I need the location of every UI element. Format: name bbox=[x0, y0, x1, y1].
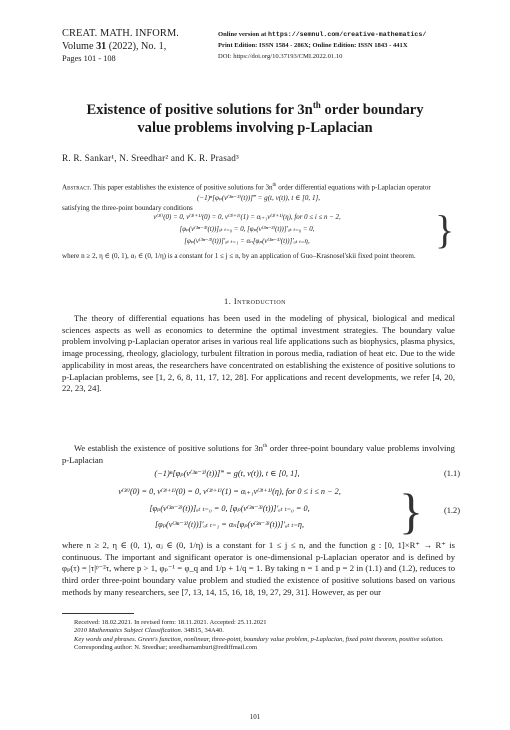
abstract: Abstract. This paper establishes the existence of positive solutions for $3n^{th}$ order differential equations with p-Laplacian operator (−1)ⁿ[φₚ(v⁽³ⁿ⁻³⁾(t))]‴ = g(t, v(t)), t ∈ [0, 1], satisfying the three-point boundary conditions v⁽³ⁱ⁾(0) = 0, v⁽³ⁱ⁺¹⁾(0) = 0, v⁽³ⁱ⁺¹⁾(1) = αᵢ₊₁v⁽³ⁱ⁺¹⁾(η), for 0 ≤ i ≤ n − 2, [φₚ(v⁽³ⁿ⁻³⁾(t))]ₐₜ ₜ₌₀ = 0, [φₚ(v⁽³ⁿ⁻³⁾(t))]′ₐₜ ₜ₌₀ = 0, [φₚ(v⁽³ⁿ⁻³⁾(t))]′ₐₜ ₜ₌₁ = αₙ[φₚ(v⁽³ⁿ⁻³⁾(t))]′ₐₜ ₜ₌η, } where n ≥ 2, η ∈ (0, 1), αⱼ ∈ (0, 1/η) is a constant for 1 ≤ j ≤ n, by an application of Guo–Krasnosel'skii fixed point theorem. bbox=[62, 183, 455, 260]
intro-paragraph-1: The theory of differential equations has been used in the modeling of physical, biological and medical sciences aspects as well as economics to determine the optimal investment strategies. The boundary value problem involving p-Laplacian operator arises in various real life applications such as biophysics, plasma physics, image processing, rheology, glaciology, turbulent filtration in porous media, radiation of heat etc. Due to the wide applicability in most areas, the researchers have concentrated on establishing the existence of positive solutions to p-Laplacian problems, see [1, 2, 6, 8, 11, 17, 12, 28]. For applications and recent developments, we refer [4, 20, 22, 23, 24]. bbox=[62, 313, 455, 394]
abstract-label: Abstract. bbox=[62, 183, 92, 192]
keywords: Key words and phrases. Green's function, nonlinear, three-point, boundary value problem, p-Laplacian, fixed point theorem, positive solution. bbox=[74, 635, 444, 643]
authors: R. R. Sankar¹, N. Sreedhar² and K. R. Prasad³ bbox=[62, 153, 239, 163]
equation-1-2-number: (1.2) bbox=[443, 506, 460, 515]
equation-1-1: (−1)ⁿ[φₚ(v⁽³ⁿ⁻³⁾(t))]‴ = g(t, v(t)), t ∈ [0, 1], bbox=[154, 469, 300, 478]
footnote-rule bbox=[62, 613, 134, 614]
publication-info bbox=[218, 29, 426, 63]
paper-title: Existence of positive solutions for $3n^{th}$ order boundary value problems involving p-Laplacian bbox=[86, 100, 424, 136]
footnotes bbox=[62, 619, 455, 652]
msc-classification: 2010 Mathematics Subject Classification. 34B15, 34A40. bbox=[74, 627, 224, 635]
volume-number: 31 bbox=[96, 40, 107, 52]
right-brace: } bbox=[399, 483, 423, 539]
corresponding-author: Corresponding author: N. Sreedhar; sreedharnamburi@rediffmail.com bbox=[74, 643, 258, 651]
issn-line: Print Edition: ISSN 1584 - 286X; Online Edition: ISSN 1843 - 441X bbox=[218, 42, 408, 50]
right-brace: } bbox=[435, 206, 455, 252]
section-heading: 1. Introduction bbox=[224, 297, 286, 306]
intro-paragraph-2: We establish the existence of positive solutions for $3n^{th}$ order three-point boundary value problems involving p-Laplacian bbox=[62, 442, 455, 465]
abstract-equation: (−1)ⁿ[φₚ(v⁽³ⁿ⁻³⁾(t))]‴ = g(t, v(t)), t ∈ [0, 1], bbox=[196, 193, 321, 202]
doi-line[interactable]: DOI: https://doi.org/10.37193/CMI.2022.01.10 bbox=[218, 53, 343, 61]
online-url[interactable]: https://semnul.com/creative-mathematics/ bbox=[268, 31, 427, 38]
journal-header bbox=[62, 28, 179, 66]
intro-paragraph-3: where n ≥ 2, η ∈ (0, 1), αⱼ ∈ (0, 1/η) is a constant for 1 ≤ j ≤ n, and the function g : [0, 1]×R⁺ → R⁺ is continuous. The important and significant operator is one-dimensional p-Laplacian operator and is defined by φₚ(τ) = |τ|ᵖ⁻²τ, where p > 1, φₚ⁻¹ = φ_q and 1/p + 1/q = 1. By taking n = 1 and p = 2 in (1.1) and (1.2), reduces to third order three-point boundary value problem and studied the existence of positive solutions based on various methods by many researchers, see [7, 13, 14, 15, 16, 18, 19, 27, 29, 31]. However, as per our bbox=[62, 540, 455, 597]
received-dates: Received: 18.02.2021. In revised form: 18.11.2021. Accepted: 25.11.2021 bbox=[74, 619, 267, 626]
online-version: Online version at https://semnul.com/creative-mathematics/ bbox=[218, 31, 427, 38]
volume-line: Volume 31 (2022), No. 1, bbox=[62, 40, 167, 52]
journal-name: CREAT. MATH. INFORM. bbox=[62, 28, 179, 39]
equation-1-1-number: (1.1) bbox=[443, 469, 460, 478]
equation-1-2: v⁽³ⁱ⁾(0) = 0, v⁽³ⁱ⁺¹⁾(0) = 0, v⁽³ⁱ⁺¹⁾(1) = αᵢ₊₁v⁽³ⁱ⁺¹⁾(η), for 0 ≤ i ≤ n − 2, [φₚ(v⁽³ⁿ⁻³⁾(t))]ₐₜ ₜ₌₀ = 0, [φₚ(v⁽³ⁿ⁻³⁾(t))]′ₐₜ ₜ₌₀ = 0, [φₚ(v⁽³ⁿ⁻³⁾(t))]′ₐₜ ₜ₌₁ = αₙ[φₚ(v⁽³ⁿ⁻³⁾(t))]′ₐₜ ₜ₌η, } bbox=[118, 483, 423, 539]
abstract-boundary-conditions: v⁽³ⁱ⁾(0) = 0, v⁽³ⁱ⁺¹⁾(0) = 0, v⁽³ⁱ⁺¹⁾(1) = αᵢ₊₁v⁽³ⁱ⁺¹⁾(η), for 0 ≤ i ≤ n − 2, [φₚ(v⁽³ⁿ⁻³⁾(t))]ₐₜ ₜ₌₀ = 0, [φₚ(v⁽³ⁿ⁻³⁾(t))]′ₐₜ ₜ₌₀ = 0, [φₚ(v⁽³ⁿ⁻³⁾(t))]′ₐₜ ₜ₌₁ = αₙ[φₚ(v⁽³ⁿ⁻³⁾(t))]′ₐₜ ₜ₌η, } bbox=[153, 206, 455, 252]
pages-line: Pages 101 - 108 bbox=[62, 54, 116, 64]
page-number: 101 bbox=[249, 713, 261, 721]
